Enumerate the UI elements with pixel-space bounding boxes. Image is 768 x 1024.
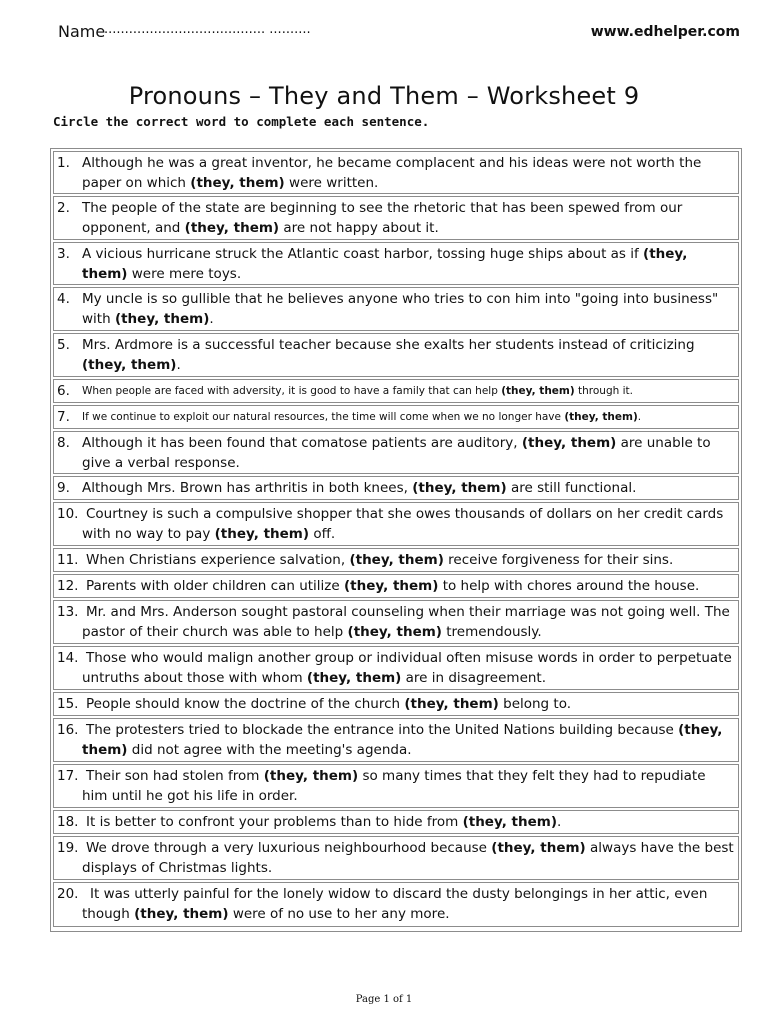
- question-row: [53, 287, 739, 331]
- question-text-end: were written.: [284, 175, 379, 191]
- answer-choice[interactable]: (they, them): [564, 411, 638, 423]
- question-row: [53, 810, 739, 834]
- question-text-end: .: [637, 411, 642, 423]
- question-text: Mrs. Ardmore is a successful teacher because she exalts her students instead of criticizing: [82, 337, 695, 353]
- question-number: 10.: [57, 506, 79, 522]
- question-text-end: .: [557, 814, 562, 830]
- answer-choice[interactable]: (they, them): [263, 768, 359, 784]
- question-number: 15.: [57, 696, 79, 712]
- question-text-end: receive forgiveness for their sins.: [443, 552, 674, 568]
- answer-choice[interactable]: (they, them): [184, 220, 280, 236]
- question-text: Courtney is such a compulsive shopper that she owes thousands of dollars on her credit cards with no way to pay: [82, 506, 724, 542]
- answer-choice[interactable]: (they, them): [521, 435, 617, 451]
- question-number: 5.: [57, 337, 70, 353]
- answer-choice[interactable]: (they, them): [462, 814, 558, 830]
- worksheet-title: Pronouns – They and Them – Worksheet 9: [128, 82, 640, 110]
- answer-choice[interactable]: (they, them): [82, 357, 177, 373]
- question-number: 14.: [57, 650, 79, 666]
- name-label: Name: [58, 22, 106, 41]
- question-row: [53, 405, 739, 429]
- question-text: It was utterly painful for the lonely widow to discard the dusty belongings in her attic, even though: [82, 886, 708, 922]
- question-row: [53, 692, 739, 716]
- question-text-end: were mere toys.: [127, 266, 242, 282]
- name-blank: ....................................... ..........: [104, 22, 311, 37]
- answer-choice[interactable]: (they, them): [114, 311, 210, 327]
- question-number: 20.: [57, 886, 79, 902]
- answer-choice[interactable]: (they, them): [134, 906, 229, 922]
- question-row: [53, 196, 739, 240]
- question-number: 7.: [57, 409, 70, 425]
- question-text: When people are faced with adversity, it is good to have a family that can help: [82, 385, 502, 397]
- answer-choice[interactable]: (they, them): [349, 552, 444, 568]
- question-text: Although he was a great inventor, he became complacent and his ideas were not worth the paper on which: [82, 155, 702, 191]
- question-number: 6.: [57, 383, 70, 399]
- question-text-end: did not agree with the meeting's agenda.: [127, 742, 412, 758]
- question-text-end: are unable to give a verbal response.: [82, 435, 711, 471]
- question-number: 13.: [57, 604, 79, 620]
- question-text-end: off.: [309, 526, 336, 542]
- question-number: 12.: [57, 578, 79, 594]
- question-text: Their son had stolen from: [86, 768, 264, 784]
- answer-choice[interactable]: (they, them): [214, 526, 310, 542]
- question-text: Mr. and Mrs. Anderson sought pastoral counseling when their marriage was not going well. The pastor of their church was able to help: [82, 604, 730, 640]
- answer-choice[interactable]: (they, them): [347, 624, 442, 640]
- question-row: [53, 333, 739, 377]
- answer-choice[interactable]: (they, them): [404, 696, 499, 712]
- question-number: 18.: [57, 814, 79, 830]
- question-row: [53, 718, 739, 762]
- answer-choice[interactable]: (they, them): [190, 175, 285, 191]
- question-row: [53, 764, 739, 808]
- question-text: When Christians experience salvation,: [86, 552, 350, 568]
- question-text: The people of the state are beginning to see the rhetoric that has been spewed from our opponent, and: [82, 200, 683, 236]
- question-text-end: were of no use to her any more.: [228, 906, 450, 922]
- question-text: We drove through a very luxurious neighbourhood because: [86, 840, 492, 856]
- question-row: [53, 379, 739, 403]
- question-row: [53, 502, 739, 546]
- website-link[interactable]: www.edhelper.com: [590, 24, 740, 40]
- page-header: [58, 22, 740, 44]
- question-text-end: .: [176, 357, 181, 373]
- question-text: Parents with older children can utilize: [86, 578, 344, 594]
- question-number: 1.: [57, 155, 70, 171]
- question-text: If we continue to exploit our natural resources, the time will come when we no longer have: [82, 411, 565, 423]
- answer-choice[interactable]: (they, them): [82, 722, 723, 758]
- question-text-end: are not happy about it.: [279, 220, 439, 236]
- page-footer: Page 1 of 1: [355, 994, 413, 1005]
- question-text-end: are in disagreement.: [401, 670, 547, 686]
- question-text: Although it has been found that comatose patients are auditory,: [82, 435, 522, 451]
- question-number: 3.: [57, 246, 70, 262]
- question-text: It is better to confront your problems than to hide from: [86, 814, 463, 830]
- question-number: 19.: [57, 840, 79, 856]
- question-number: 4.: [57, 291, 70, 307]
- question-text-end: through it.: [574, 385, 633, 397]
- question-text-end: always have the best displays of Christmas lights.: [82, 840, 734, 876]
- answer-choice[interactable]: (they, them): [491, 840, 586, 856]
- question-row: [53, 600, 739, 644]
- question-number: 9.: [57, 480, 70, 496]
- question-text-end: so many times that they felt they had to repudiate him until he got his life in order.: [82, 768, 706, 804]
- question-text: A vicious hurricane struck the Atlantic coast harbor, tossing huge ships about as if: [82, 246, 644, 262]
- question-list: [50, 148, 742, 932]
- question-row: [53, 646, 739, 690]
- question-text-end: to help with chores around the house.: [438, 578, 700, 594]
- question-number: 16.: [57, 722, 79, 738]
- question-text: My uncle is so gullible that he believes anyone who tries to con him into "going into business" with: [82, 291, 719, 327]
- answer-choice[interactable]: (they, them): [82, 246, 688, 282]
- answer-choice[interactable]: (they, them): [343, 578, 439, 594]
- question-row: [53, 476, 739, 500]
- question-row: [53, 242, 739, 285]
- question-text-end: belong to.: [498, 696, 572, 712]
- question-row: [53, 836, 739, 880]
- question-number: 11.: [57, 552, 79, 568]
- question-text: Those who would malign another group or individual often misuse words in order to perpetuate untruths about those with whom: [82, 650, 732, 686]
- answer-choice[interactable]: (they, them): [501, 385, 575, 397]
- question-number: 17.: [57, 768, 79, 784]
- question-row: [53, 151, 739, 194]
- question-text-end: tremendously.: [441, 624, 542, 640]
- question-row: [53, 882, 739, 927]
- instructions: Circle the correct word to complete each sentence.: [53, 114, 430, 129]
- question-row: [53, 574, 739, 598]
- question-text-end: are still functional.: [506, 480, 637, 496]
- question-text: Although Mrs. Brown has arthritis in both knees,: [82, 480, 413, 496]
- question-row: [53, 548, 739, 572]
- question-text: The protesters tried to blockade the entrance into the United Nations building because: [86, 722, 679, 738]
- answer-choice[interactable]: (they, them): [412, 480, 507, 496]
- question-text-end: .: [209, 311, 214, 327]
- question-text: People should know the doctrine of the church: [86, 696, 405, 712]
- question-number: 8.: [57, 435, 70, 451]
- answer-choice[interactable]: (they, them): [306, 670, 402, 686]
- question-row: [53, 431, 739, 474]
- question-number: 2.: [57, 200, 70, 216]
